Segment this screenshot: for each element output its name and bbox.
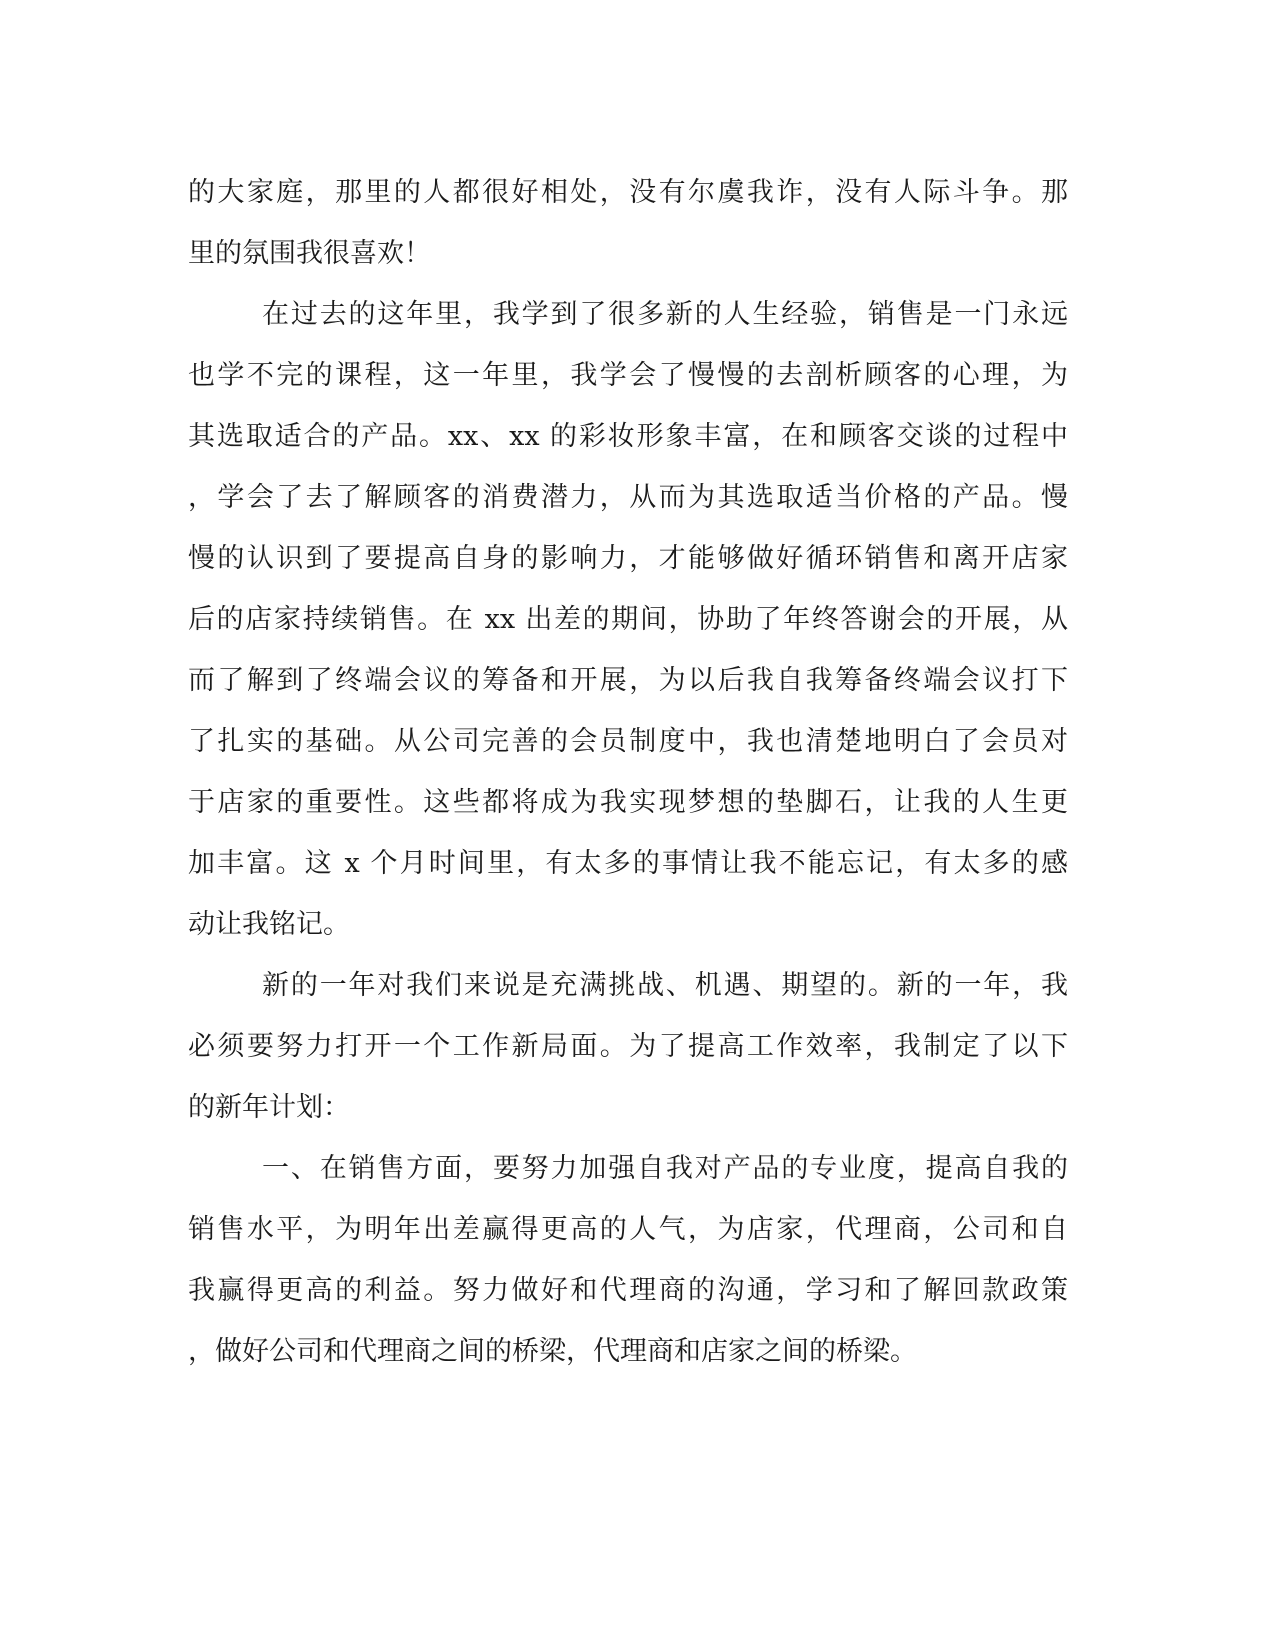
text-line: 慢的认识到了要提高自身的影响力，才能够做好循环销售和离开店家 xyxy=(188,543,1068,574)
text-line: ，学会了去了解顾客的消费潜力，从而为其选取适当价格的产品。慢 xyxy=(188,482,1068,513)
text-line: 其选取适合的产品。xx、xx 的彩妆形象丰富，在和顾客交谈的过程中 xyxy=(188,421,1068,452)
text-line: 我赢得更高的利益。努力做好和代理商的沟通，学习和了解回款政策 xyxy=(188,1275,1068,1306)
text-line: 加丰富。这 x 个月时间里，有太多的事情让我不能忘记，有太多的感 xyxy=(188,848,1068,879)
text-line: 必须要努力打开一个工作新局面。为了提高工作效率，我制定了以下 xyxy=(188,1031,1068,1062)
text-line: 后的店家持续销售。在 xx 出差的期间，协助了年终答谢会的开展，从 xyxy=(188,604,1068,635)
text-line: 也学不完的课程，这一年里，我学会了慢慢的去剖析顾客的心理，为 xyxy=(188,360,1068,391)
text-line: 而了解到了终端会议的筹备和开展，为以后我自我筹备终端会议打下 xyxy=(188,665,1068,696)
text-line: 销售水平，为明年出差赢得更高的人气，为店家，代理商，公司和自 xyxy=(188,1214,1068,1245)
text-line: 的新年计划： xyxy=(188,1092,350,1123)
text-line: 的大家庭，那里的人都很好相处，没有尔虞我诈，没有人际斗争。那 xyxy=(188,177,1068,208)
text-line: 动让我铭记。 xyxy=(188,909,350,940)
text-line: 里的氛围我很喜欢！ xyxy=(188,238,431,269)
paragraph-start-line: 一、在销售方面，要努力加强自我对产品的专业度，提高自我的 xyxy=(262,1153,1068,1184)
paragraph-start-line: 在过去的这年里，我学到了很多新的人生经验，销售是一门永远 xyxy=(262,299,1068,330)
text-line: 了扎实的基础。从公司完善的会员制度中，我也清楚地明白了会员对 xyxy=(188,726,1068,757)
text-line: 于店家的重要性。这些都将成为我实现梦想的垫脚石，让我的人生更 xyxy=(188,787,1068,818)
body-text xyxy=(188,162,1068,1382)
text-line: ，做好公司和代理商之间的桥梁，代理商和店家之间的桥梁。 xyxy=(188,1336,917,1367)
paragraph-start-line: 新的一年对我们来说是充满挑战、机遇、期望的。新的一年，我 xyxy=(262,970,1068,1001)
